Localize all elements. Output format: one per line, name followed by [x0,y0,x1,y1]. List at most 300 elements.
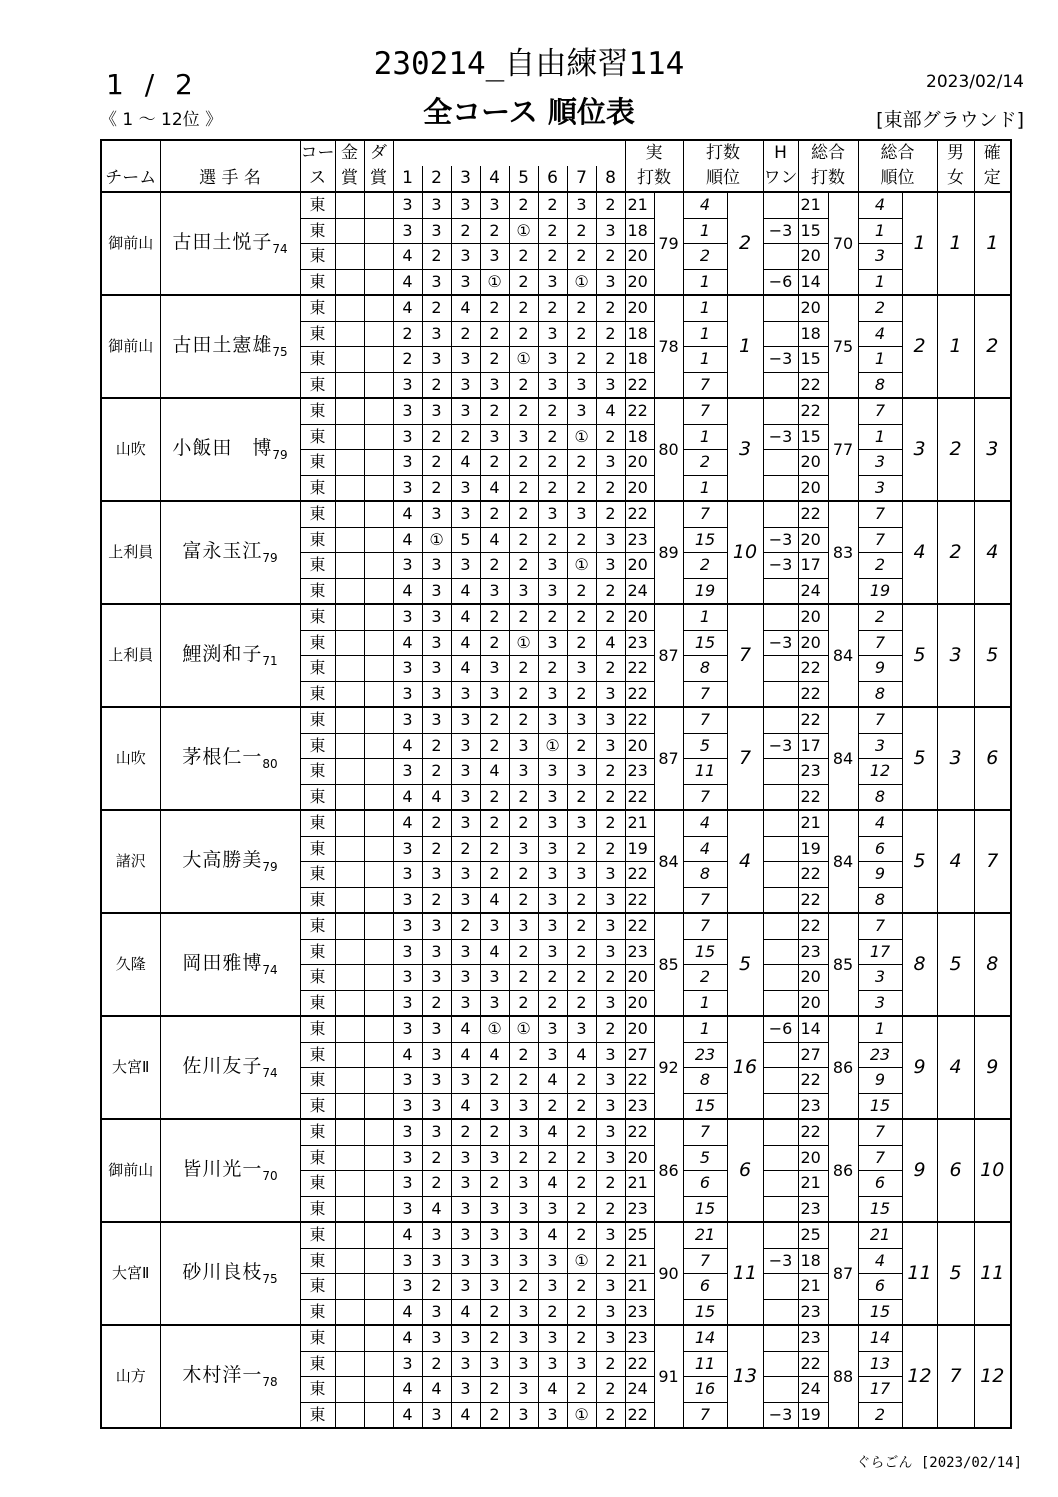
round-total-rank: 17 [858,1377,902,1403]
hole-score-cell: 2 [567,990,596,1016]
hole-score-cell: 2 [567,1377,596,1403]
course-cell: 東 [300,913,335,939]
hole-score-cell: 2 [567,1222,596,1248]
round-rank: 1 [683,604,727,630]
header-hole-3: 3 [451,166,480,192]
gold-cell [335,1325,364,1351]
da-cell [364,321,393,347]
course-cell: 東 [300,887,335,913]
gold-cell [335,1196,364,1222]
hole-score-cell: 4 [393,1325,422,1351]
da-cell [364,218,393,244]
round-total: 23 [798,1196,828,1222]
hole-score-cell: 3 [422,1119,451,1145]
course-cell: 東 [300,862,335,888]
round-total-rank: 15 [858,1093,902,1119]
hole-in-one-cell [763,656,798,682]
course-cell: 東 [300,1325,335,1351]
da-cell [364,733,393,759]
round-rank: 1 [683,321,727,347]
hole-score-cell: 2 [538,244,567,270]
da-cell [364,578,393,604]
hole-score-cell: 3 [509,1248,538,1274]
hole-score-cell: 3 [422,501,451,527]
table-row [101,192,1011,218]
header-da: ダ [364,140,393,166]
round-total: 18 [798,1248,828,1274]
team-name: 上利員 [101,501,160,604]
hole-in-one-cell [763,475,798,501]
round-rank: 15 [683,1196,727,1222]
hole-score-cell: 2 [538,450,567,476]
hole-score-cell: 2 [480,1171,509,1197]
da-cell [364,887,393,913]
da-cell [364,1016,393,1042]
hole-in-one-cell [763,1068,798,1094]
course-cell: 東 [300,1171,335,1197]
final-rank: 5 [974,604,1011,707]
header-hole-4: 4 [480,166,509,192]
hole-score-cell: 2 [596,1016,625,1042]
hole-score-cell: 3 [480,990,509,1016]
hole-score-cell: 3 [538,630,567,656]
player-name [160,810,300,913]
hole-score-cell: 3 [422,1068,451,1094]
hole-score-cell: 2 [480,450,509,476]
round-total: 22 [798,1068,828,1094]
course-cell: 東 [300,1274,335,1300]
round-total: 27 [798,1042,828,1068]
course-cell: 東 [300,269,335,295]
hole-score-cell: 2 [538,192,567,218]
hole-score-cell: 3 [393,424,422,450]
round-total: 22 [798,707,828,733]
hole-score-cell: 2 [567,1093,596,1119]
final-rank: 2 [974,295,1011,398]
da-cell [364,1222,393,1248]
hole-score-cell: 3 [451,810,480,836]
hole-score-cell: 3 [451,501,480,527]
hole-score-cell: 3 [451,759,480,785]
hole-score-cell: 2 [509,295,538,321]
round-total-rank: 7 [858,527,902,553]
round-rank: 7 [683,887,727,913]
actual-strokes: 89 [654,501,683,604]
total-strokes: 88 [828,1325,858,1428]
player-name-text: 古田土悦子 [172,230,273,253]
hole-score-cell: 2 [509,939,538,965]
hole-in-one-cell: −3 [763,424,798,450]
hole-score-cell: ① [567,269,596,295]
round-strokes: 20 [625,295,654,321]
hole-score-cell: 2 [480,604,509,630]
da-cell [364,501,393,527]
round-strokes: 23 [625,527,654,553]
hole-score-cell: 4 [393,527,422,553]
total-rank: 3 [902,398,937,501]
round-strokes: 22 [625,372,654,398]
round-strokes: 22 [625,913,654,939]
hole-score-cell: 2 [509,1145,538,1171]
hole-score-cell: 2 [509,1068,538,1094]
gold-cell [335,553,364,579]
gold-cell [335,1351,364,1377]
hole-score-cell: 3 [393,656,422,682]
hole-score-cell: 3 [451,347,480,373]
da-cell [364,527,393,553]
round-strokes: 18 [625,347,654,373]
course-cell: 東 [300,733,335,759]
hole-score-cell: 2 [509,784,538,810]
round-rank: 15 [683,1299,727,1325]
hole-in-one-cell [763,295,798,321]
team-name: 大宮Ⅱ [101,1222,160,1325]
header-holes-blank [393,140,625,166]
hole-score-cell: 2 [596,836,625,862]
player-name [160,604,300,707]
hole-score-cell: 3 [509,1171,538,1197]
hole-in-one-cell [763,1093,798,1119]
hole-score-cell: 4 [480,475,509,501]
round-rank: 2 [683,965,727,991]
round-total-rank: 7 [858,501,902,527]
hole-score-cell: 2 [596,1351,625,1377]
round-strokes: 21 [625,1274,654,1300]
player-age: 80 [262,756,278,771]
hole-score-cell: 2 [538,527,567,553]
hole-score-cell: 2 [567,1325,596,1351]
document-title: 230214_自由練習114 [373,46,685,82]
round-rank: 11 [683,1351,727,1377]
header-hole-5: 5 [509,166,538,192]
hole-score-cell: 2 [596,295,625,321]
hole-score-cell: 2 [509,269,538,295]
hole-score-cell: 3 [509,836,538,862]
da-cell [364,347,393,373]
hole-score-cell: 2 [538,398,567,424]
round-strokes: 20 [625,1016,654,1042]
round-strokes: 20 [625,733,654,759]
hole-score-cell: 2 [567,733,596,759]
total-rank: 9 [902,1119,937,1222]
hole-score-cell: 3 [451,372,480,398]
hole-score-cell: 2 [480,218,509,244]
hole-score-cell: 3 [422,939,451,965]
gold-cell [335,1145,364,1171]
round-strokes: 18 [625,424,654,450]
round-total-rank: 2 [858,1402,902,1428]
gold-cell [335,630,364,656]
gold-cell [335,424,364,450]
round-total: 23 [798,1299,828,1325]
round-rank: 1 [683,1016,727,1042]
header-da-2: 賞 [364,166,393,192]
course-cell: 東 [300,1248,335,1274]
gold-cell [335,990,364,1016]
hole-score-cell: 2 [596,424,625,450]
hole-in-one-cell [763,707,798,733]
hole-score-cell: 3 [509,1402,538,1428]
hole-score-cell: 3 [451,553,480,579]
hole-score-cell: 4 [393,269,422,295]
team-name: 大宮Ⅱ [101,1016,160,1119]
hole-score-cell: 3 [480,372,509,398]
hole-in-one-cell [763,192,798,218]
total-strokes: 86 [828,1016,858,1119]
round-rank: 1 [683,475,727,501]
stroke-rank: 1 [727,295,763,398]
round-total: 22 [798,398,828,424]
hole-score-cell: 3 [509,1325,538,1351]
player-name [160,1016,300,1119]
hole-score-cell: 3 [451,1248,480,1274]
course-cell: 東 [300,630,335,656]
hole-score-cell: 3 [480,244,509,270]
hole-score-cell: 3 [393,1248,422,1274]
hole-score-cell: 2 [509,887,538,913]
round-rank: 14 [683,1325,727,1351]
player-name [160,1119,300,1222]
round-total-rank: 3 [858,244,902,270]
total-rank: 5 [902,707,937,810]
hole-score-cell: 2 [422,1351,451,1377]
ground-name: [東部グラウンド] [876,109,1024,131]
round-strokes: 20 [625,244,654,270]
table-row [101,913,1011,939]
gold-cell [335,218,364,244]
round-total-rank: 2 [858,553,902,579]
round-rank: 15 [683,630,727,656]
hole-score-cell: 3 [538,862,567,888]
round-total-rank: 7 [858,913,902,939]
player-name-text: 木村洋一 [182,1363,263,1386]
team-name: 御前山 [101,1119,160,1222]
gold-cell [335,913,364,939]
round-rank: 15 [683,939,727,965]
hole-in-one-cell [763,759,798,785]
final-rank: 4 [974,501,1011,604]
hole-score-cell: 2 [509,475,538,501]
gold-cell [335,759,364,785]
hole-score-cell: 3 [422,1325,451,1351]
hole-score-cell: 3 [567,372,596,398]
final-rank: 6 [974,707,1011,810]
gold-cell [335,862,364,888]
table-row [101,501,1011,527]
actual-strokes: 80 [654,398,683,501]
player-name-text: 富永玉江 [182,539,263,562]
round-strokes: 24 [625,1377,654,1403]
hole-in-one-cell [763,372,798,398]
total-rank: 2 [902,295,937,398]
round-total: 20 [798,527,828,553]
header-team-blank [101,140,160,166]
hole-score-cell: 3 [509,1299,538,1325]
footer-credit: ぐらごん [2023/02/14] [856,1455,1022,1471]
hole-score-cell: 3 [422,656,451,682]
hole-score-cell: 4 [393,1402,422,1428]
round-strokes: 23 [625,1299,654,1325]
hole-score-cell: 2 [567,295,596,321]
hole-score-cell: 3 [393,1119,422,1145]
hole-in-one-cell [763,1196,798,1222]
player-age: 75 [272,344,288,359]
hole-score-cell: 3 [422,218,451,244]
ranking-table [100,139,1012,1429]
hole-score-cell: 3 [451,990,480,1016]
gold-cell [335,475,364,501]
round-total-rank: 1 [858,218,902,244]
round-total: 14 [798,1016,828,1042]
hole-score-cell: 2 [567,450,596,476]
round-total: 21 [798,810,828,836]
round-total: 23 [798,1093,828,1119]
da-cell [364,372,393,398]
hole-score-cell: ① [538,733,567,759]
player-name [160,192,300,295]
hole-score-cell: 2 [480,733,509,759]
gender-rank: 4 [937,810,974,913]
round-rank: 16 [683,1377,727,1403]
hole-score-cell: 3 [480,1093,509,1119]
round-total: 24 [798,1377,828,1403]
hole-score-cell: 4 [451,1093,480,1119]
hole-score-cell: 2 [422,450,451,476]
hole-score-cell: 2 [596,810,625,836]
hole-score-cell: 3 [538,1274,567,1300]
hole-score-cell: ① [509,218,538,244]
hole-score-cell: 3 [393,1274,422,1300]
round-strokes: 23 [625,1196,654,1222]
hole-score-cell: 3 [422,1402,451,1428]
round-total: 22 [798,1119,828,1145]
round-rank: 8 [683,1068,727,1094]
round-total: 22 [798,1351,828,1377]
da-cell [364,965,393,991]
round-total-rank: 7 [858,1119,902,1145]
header-actual: 実 [625,140,683,166]
hole-score-cell: 2 [567,939,596,965]
hole-score-cell: 3 [596,1145,625,1171]
hole-in-one-cell [763,578,798,604]
ranking-rows [101,192,1011,1428]
hole-score-cell: 2 [538,1145,567,1171]
hole-score-cell: 3 [451,1325,480,1351]
gold-cell [335,887,364,913]
hole-score-cell: 3 [451,1274,480,1300]
hole-score-cell: 3 [480,424,509,450]
hole-score-cell: 3 [538,887,567,913]
round-strokes: 22 [625,1068,654,1094]
hole-score-cell: 2 [567,1119,596,1145]
hole-score-cell: 3 [596,527,625,553]
da-cell [364,630,393,656]
round-total-rank: 1 [858,269,902,295]
hole-score-cell: 3 [422,192,451,218]
player-name-text: 佐川友子 [182,1054,263,1077]
hole-in-one-cell [763,965,798,991]
course-cell: 東 [300,527,335,553]
player-name-text: 大高勝美 [182,848,263,871]
hole-score-cell: 2 [538,965,567,991]
team-name: 山方 [101,1325,160,1428]
total-rank: 12 [902,1325,937,1428]
hole-score-cell: 4 [480,887,509,913]
hole-score-cell: ① [509,347,538,373]
round-strokes: 20 [625,990,654,1016]
round-total-rank: 15 [858,1196,902,1222]
hole-score-cell: 3 [538,1196,567,1222]
hole-score-cell: 4 [422,784,451,810]
hole-score-cell: 3 [422,681,451,707]
course-cell: 東 [300,836,335,862]
hole-in-one-cell [763,1171,798,1197]
gold-cell [335,1299,364,1325]
hole-score-cell: 3 [538,1042,567,1068]
hole-score-cell: 2 [480,784,509,810]
hole-score-cell: 3 [422,862,451,888]
hole-score-cell: 3 [451,1145,480,1171]
hole-in-one-cell [763,887,798,913]
da-cell [364,1274,393,1300]
team-name: 御前山 [101,295,160,398]
final-rank: 7 [974,810,1011,913]
hole-score-cell: 4 [480,939,509,965]
da-cell [364,656,393,682]
player-name-text: 小飯田 博 [172,436,273,459]
hole-score-cell: 2 [538,1299,567,1325]
hole-score-cell: 3 [596,681,625,707]
hole-score-cell: 2 [596,1196,625,1222]
hole-score-cell: 2 [480,630,509,656]
total-strokes: 84 [828,810,858,913]
hole-score-cell: 2 [509,681,538,707]
hole-score-cell: 2 [509,707,538,733]
gold-cell [335,398,364,424]
round-total: 22 [798,887,828,913]
gold-cell [335,656,364,682]
da-cell [364,244,393,270]
hole-score-cell: 2 [451,218,480,244]
hole-score-cell: 2 [567,913,596,939]
stroke-rank: 16 [727,1016,763,1119]
gold-cell [335,1274,364,1300]
hole-score-cell: 2 [422,887,451,913]
round-total-rank: 6 [858,1171,902,1197]
gold-cell [335,1068,364,1094]
hole-score-cell: 2 [509,604,538,630]
hole-score-cell: 3 [451,1196,480,1222]
final-rank: 1 [974,192,1011,295]
header-hole-7: 7 [567,166,596,192]
table-row [101,1119,1011,1145]
total-strokes: 77 [828,398,858,501]
hole-score-cell: 4 [451,630,480,656]
gold-cell [335,244,364,270]
hole-score-cell: 2 [567,836,596,862]
hole-score-cell: 2 [422,244,451,270]
actual-strokes: 87 [654,707,683,810]
hole-score-cell: 2 [509,990,538,1016]
table-row [101,810,1011,836]
hole-in-one-cell [763,1377,798,1403]
round-total-rank: 19 [858,578,902,604]
round-total-rank: 15 [858,1299,902,1325]
player-age: 71 [262,653,278,668]
hole-score-cell: 3 [567,707,596,733]
player-name [160,501,300,604]
hole-score-cell: 3 [393,939,422,965]
